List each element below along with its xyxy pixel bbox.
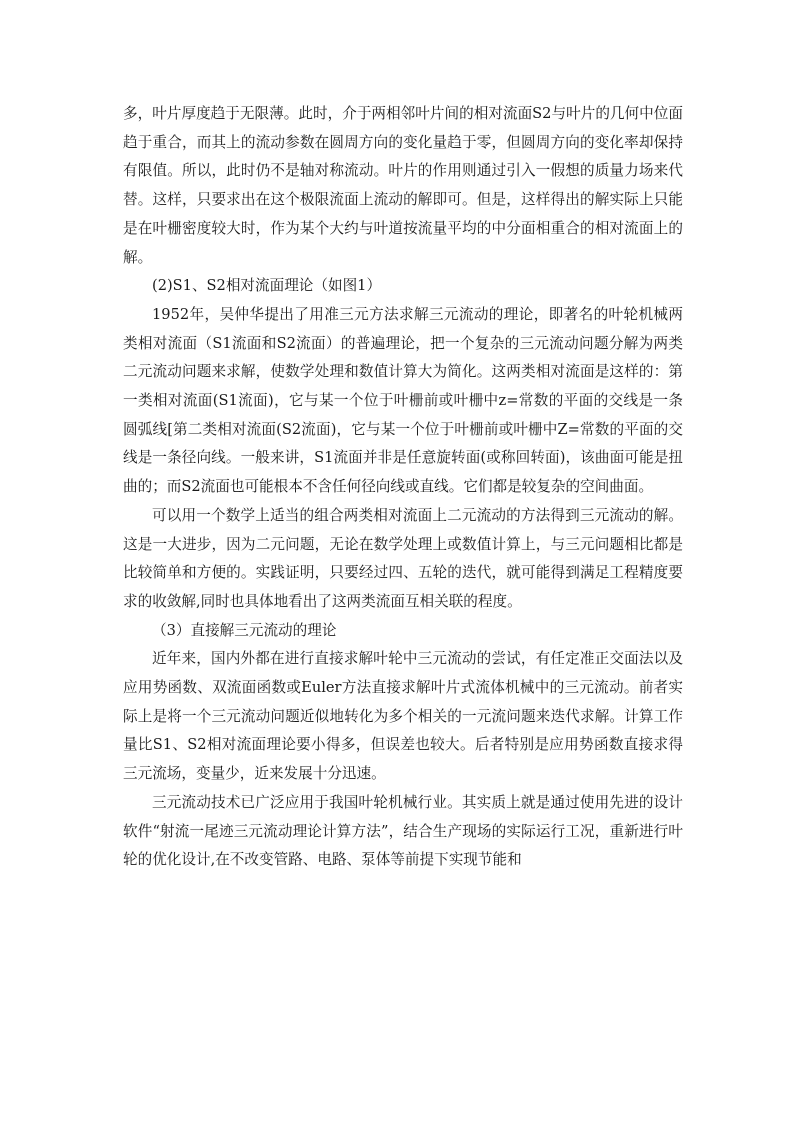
paragraph-continuation: 多，叶片厚度趋于无限薄。此时，介于两相邻叶片间的相对流面S2与叶片的几何中位面趋于重合，而其上的流动参数在圆周方向的变化量趋于零，但圆周方向的变化率却保持有限值。所以，此时仍不是轴对称流动。叶片的作用则通过引入一假想的质量力场来代替。这样，只要求出在这个极限流面上流动的解即可。但是，这样得出的解实际上只能是在叶栅密度较大时，作为某个大约与叶道按流量平均的中分面相重合的相对流面上的解。: [123, 105, 683, 266]
paragraph-combination-method: 可以用一个数学上适当的组合两类相对流面上二元流动的方法得到三元流动的解。这是一大进步，因为二元问题，无论在数学处理上或数值计算上，与三元问题相比都是比较简单和方便的。实践证明，只要经过四、五轮的迭代，就可能得到满足工程精度要求的收敛解,同时也具体地看出了这两类流面互相关联的程度。: [123, 506, 683, 610]
paragraph-direct-solution: 近年来，国内外都在进行直接求解叶轮中三元流动的尝试，有任定准正交面法以及应用势函数、双流面函数或Euler方法直接求解叶片式流体机械中的三元流动。前者实际上是将一个三元流动问题近似地转化为多个相关的一元流问题来迭代求解。计算工作量比S1、S2相对流面理论要小得多，但误差也较大。后者特别是应用势函数直接求得三元流场，变量少，近来发展十分迅速。: [123, 650, 683, 783]
section-heading-s1-s2-theory: (2)S1、S2相对流面理论（如图1）: [152, 277, 382, 295]
paragraph-application: 三元流动技术已广泛应用于我国叶轮机械行业。其实质上就是通过使用先进的设计软件“射流一尾迹三元流动理论计算方法”，结合生产现场的实际运行工况，重新进行叶轮的优化设计,在不改变管路、电路、泵体等前提下实现节能和: [123, 793, 683, 869]
section-heading-direct-solution: （3）直接解三元流动的理论: [152, 621, 337, 639]
document-body: [123, 100, 683, 875]
paragraph-wu-zhonghua-theory: 1952年，吴仲华提出了用准三元方法求解三元流动的理论，即著名的叶轮机械两类相对流面（S1流面和S2流面）的普遍理论，把一个复杂的三元流动问题分解为两类二元流动问题来求解，使数学处理和数值计算大为简化。这两类相对流面是这样的：第一类相对流面(S1流面)，它与某一个位于叶栅前或叶栅中z=常数的平面的交线是一条圆弧线[第二类相对流面(S2流面)，它与某一个位于叶栅前或叶栅中Z=常数的平面的交线是一条径向线。一般来讲，S1流面并非是任意旋转面(或称回转面)，该曲面可能是扭曲的；而S2流面也可能根本不含任何径向线或直线。它们都是较复杂的空间曲面。: [123, 305, 683, 496]
